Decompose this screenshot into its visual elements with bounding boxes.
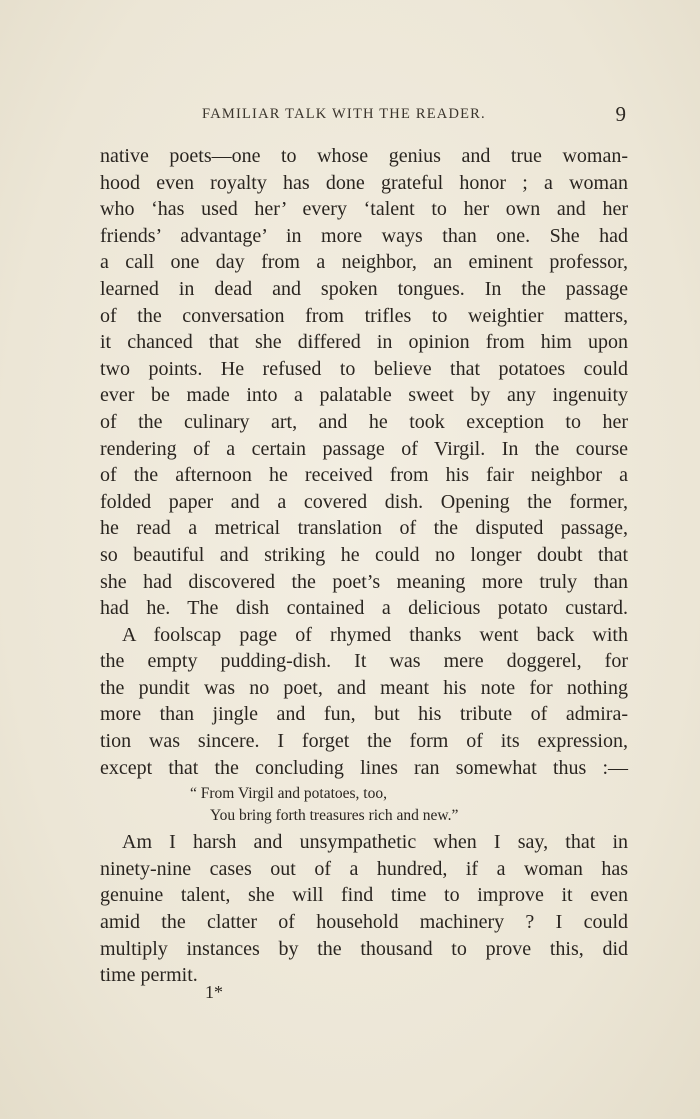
- text-line: who ‘has used her’ every ‘talent to her own and her: [100, 198, 628, 221]
- text-line: of the afternoon he received from his fair neighbor a: [100, 464, 628, 487]
- body-text: [100, 143, 628, 989]
- signature-mark: 1*: [205, 982, 223, 1002]
- text-line: he read a metrical translation of the disputed passage,: [100, 517, 628, 540]
- text-line: learned in dead and spoken tongues. In the passage: [100, 277, 628, 300]
- text-line: Am I harsh and unsympathetic when I say, that in: [122, 831, 628, 854]
- paragraph-1: [100, 143, 628, 622]
- text-line: rendering of a certain passage of Virgil. In the course: [100, 437, 628, 460]
- text-line: native poets—one to whose genius and true woman-: [100, 145, 628, 167]
- text-line: more than jingle and fun, but his tribute of admira-: [100, 703, 628, 726]
- text-line: time permit.: [100, 964, 198, 987]
- text-line: a call one day from a neighbor, an eminent professor,: [100, 251, 628, 274]
- verse-line: You bring forth treasures rich and new.”: [210, 807, 459, 825]
- verse-line: “ From Virgil and potatoes, too,: [190, 785, 387, 803]
- text-line: amid the clatter of household machinery ? I could: [100, 911, 628, 934]
- text-line: of the culinary art, and he took exception to her: [100, 410, 628, 433]
- text-line: ever be made into a palatable sweet by any ingenuity: [100, 384, 628, 407]
- page-header: [100, 100, 630, 134]
- text-line: two points. He refused to believe that potatoes could: [100, 357, 628, 380]
- text-line: folded paper and a covered dish. Opening the former,: [100, 490, 628, 513]
- text-line: had he. The dish contained a delicious potato custard.: [100, 597, 628, 620]
- text-line: she had discovered the poet’s meaning more truly than: [100, 570, 628, 593]
- text-line: the pundit was no poet, and meant his note for nothing: [100, 676, 628, 699]
- text-line: genuine talent, she will find time to improve it even: [100, 884, 628, 907]
- text-line: it chanced that she differed in opinion from him upon: [100, 331, 628, 354]
- text-line: multiply instances by the thousand to prove this, did: [100, 937, 628, 960]
- text-line: tion was sincere. I forget the form of its expression,: [100, 730, 628, 753]
- text-line: ninety-nine cases out of a hundred, if a woman has: [100, 857, 628, 880]
- paragraph-2: [100, 622, 628, 782]
- page-number: 9: [615, 102, 626, 126]
- running-title: FAMILIAR TALK WITH THE READER.: [202, 106, 486, 122]
- text-line: of the conversation from trifles to weightier matters,: [100, 304, 628, 327]
- text-line: A foolscap page of rhymed thanks went back with: [122, 623, 628, 646]
- text-line: hood even royalty has done grateful honor ; a woman: [100, 171, 628, 194]
- text-line: friends’ advantage’ in more ways than one. She had: [100, 224, 628, 247]
- text-line: so beautiful and striking he could no longer doubt that: [100, 543, 628, 566]
- verse-quotation: [100, 783, 628, 827]
- text-line: except that the concluding lines ran somewhat thus :—: [100, 756, 628, 779]
- text-line: the empty pudding-dish. It was mere doggerel, for: [100, 650, 628, 673]
- paragraph-3: [100, 829, 628, 989]
